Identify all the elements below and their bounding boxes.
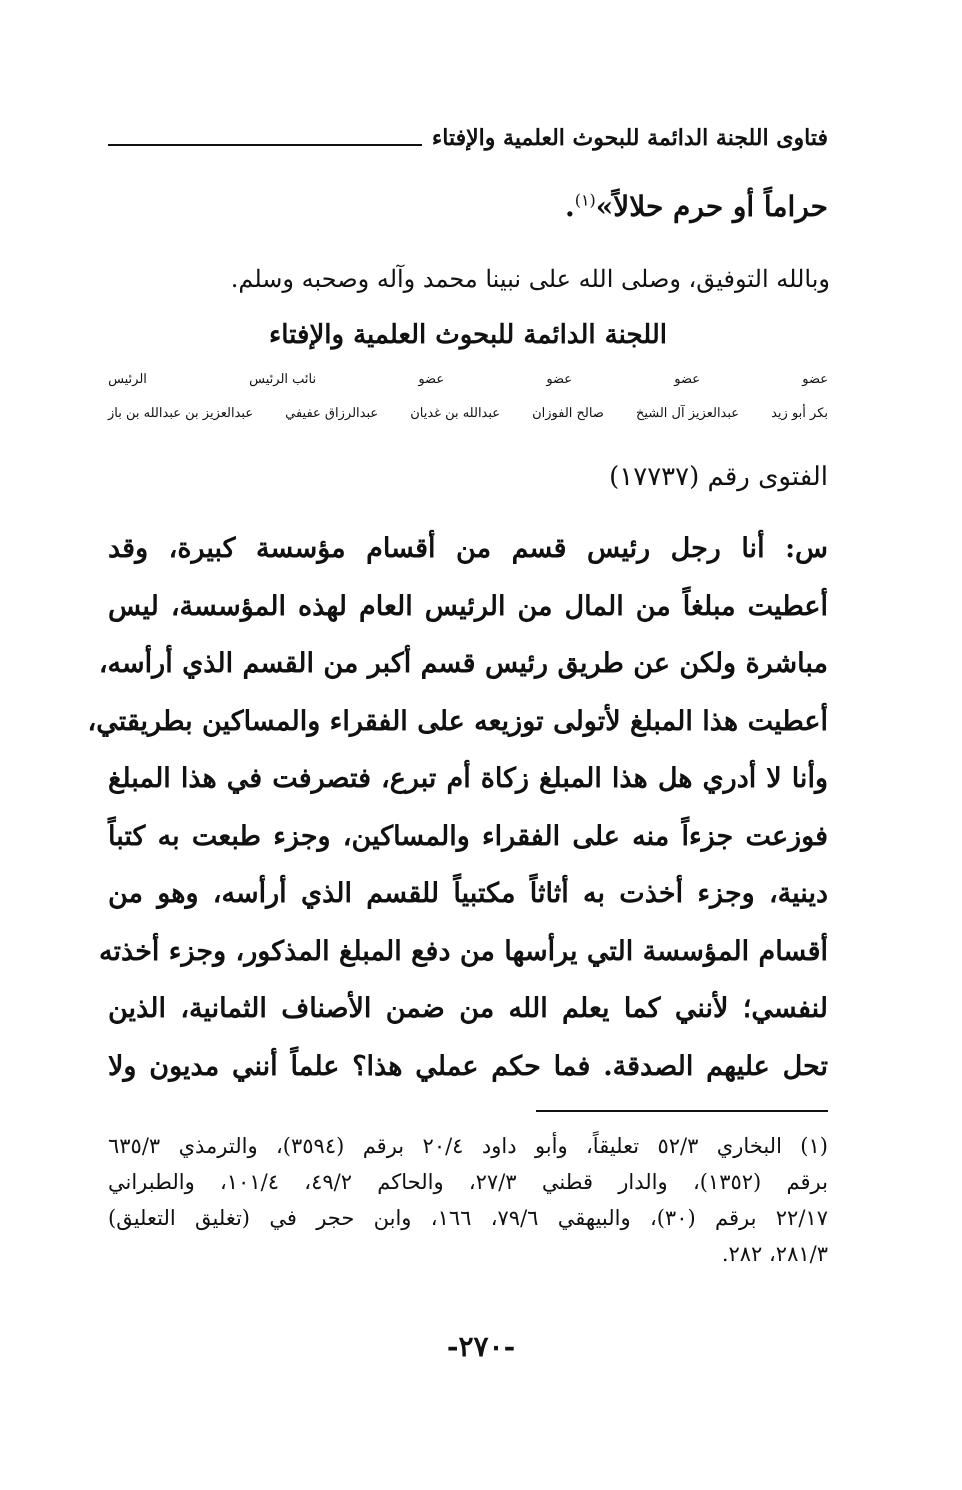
- question-line: س: أنا رجل رئيس قسم من أقسام مؤسسة كبيرة، وقد: [108, 533, 828, 564]
- question-line: تحل عليهم الصدقة. فما حكم عملي هذا؟ علماً أنني مديون ولا: [108, 1050, 828, 1082]
- member-names-row: [108, 406, 828, 421]
- member-role: عضو: [802, 372, 828, 387]
- closing-formula: وبالله التوفيق، وصلى الله على نبينا محمد وآله وصحبه وسلم.: [230, 265, 830, 293]
- question-line: دينية، وجزء أخذت به أثاثاً مكتبياً للقسم الذي أرأسه، وهو من: [108, 878, 828, 909]
- member-name: بكر أبو زيد: [771, 406, 828, 421]
- question-line: أعطيت هذا المبلغ لأتولى توزيعه على الفقراء والمساكين بطريقتي،: [87, 705, 828, 737]
- member-role: عضو: [418, 372, 445, 387]
- question-line: وأنا لا أدري هل هذا المبلغ زكاة أم تبرع، فتصرفت في هذا المبلغ: [108, 763, 828, 794]
- member-role: الرئيس: [108, 372, 147, 387]
- fatwa-number: الفتوى رقم (١٧٧٣٧): [609, 462, 828, 492]
- question-line: مباشرة ولكن عن طريق رئيس قسم أكبر من القسم الذي أرأسه،: [98, 648, 828, 679]
- footnote: [108, 1128, 828, 1272]
- header-rule: [108, 144, 422, 146]
- committee-title: اللجنة الدائمة للبحوث العلمية والإفتاء: [269, 320, 667, 350]
- footnote-line: ٢٢/١٧ برقم (٣٠)، والبيهقي ٧٩/٦، ١٦٦، وابن حجر في (تغليق التعليق): [108, 1206, 828, 1230]
- member-role: عضو: [674, 372, 701, 387]
- footnote-separator: [536, 1110, 828, 1112]
- previous-text-ending: [108, 190, 828, 223]
- ending-period: .: [564, 190, 575, 223]
- question-line: أعطيت مبلغاً من المال من الرئيس العام لهذه المؤسسة، ليس: [108, 590, 828, 622]
- member-roles-row: [108, 372, 828, 387]
- member-name: عبدالعزيز آل الشيخ: [635, 406, 740, 421]
- ending-text: حراماً أو حرم حلالاً»: [595, 190, 828, 223]
- member-name: عبدالرزاق عفيفي: [285, 406, 379, 421]
- member-role: عضو: [546, 372, 573, 387]
- footnote-line: برقم (١٣٥٢)، والدار قطني ٢٧/٣، والحاكم ٤٩/٢، ١٠١/٤، والطبراني: [108, 1170, 828, 1194]
- footnote-line: (١) البخاري ٥٢/٣ تعليقاً، وأبو داود ٢٠/٤ برقم (٣٥٩٤)، والترمذي ٦٣٥/٣: [108, 1134, 828, 1158]
- question-paragraph: [87, 520, 828, 1095]
- question-line: أقسام المؤسسة التي يرأسها من دفع المبلغ المذكور، وجزء أخذته: [99, 935, 828, 967]
- header-title: فتاوى اللجنة الدائمة للبحوث العلمية والإفتاء: [431, 125, 828, 151]
- member-role: نائب الرئيس: [249, 372, 317, 387]
- question-line: لنفسي؛ لأنني كما يعلم الله من ضمن الأصناف الثمانية، الذين: [108, 993, 828, 1024]
- member-name: صالح الفوزان: [532, 406, 604, 421]
- footnote-marker: (١): [574, 190, 596, 210]
- question-line: فوزعت جزءاً منه على الفقراء والمساكين، وجزء طبعت به كتباً: [108, 820, 828, 852]
- member-name: عبدالله بن غديان: [410, 406, 501, 421]
- member-name: عبدالعزيز بن عبدالله بن باز: [108, 406, 254, 421]
- footnote-line: ٢٨١/٣، ٢٨٢.: [721, 1242, 828, 1266]
- running-header: [108, 118, 828, 158]
- page-number: -٢٧٠-: [446, 1330, 516, 1363]
